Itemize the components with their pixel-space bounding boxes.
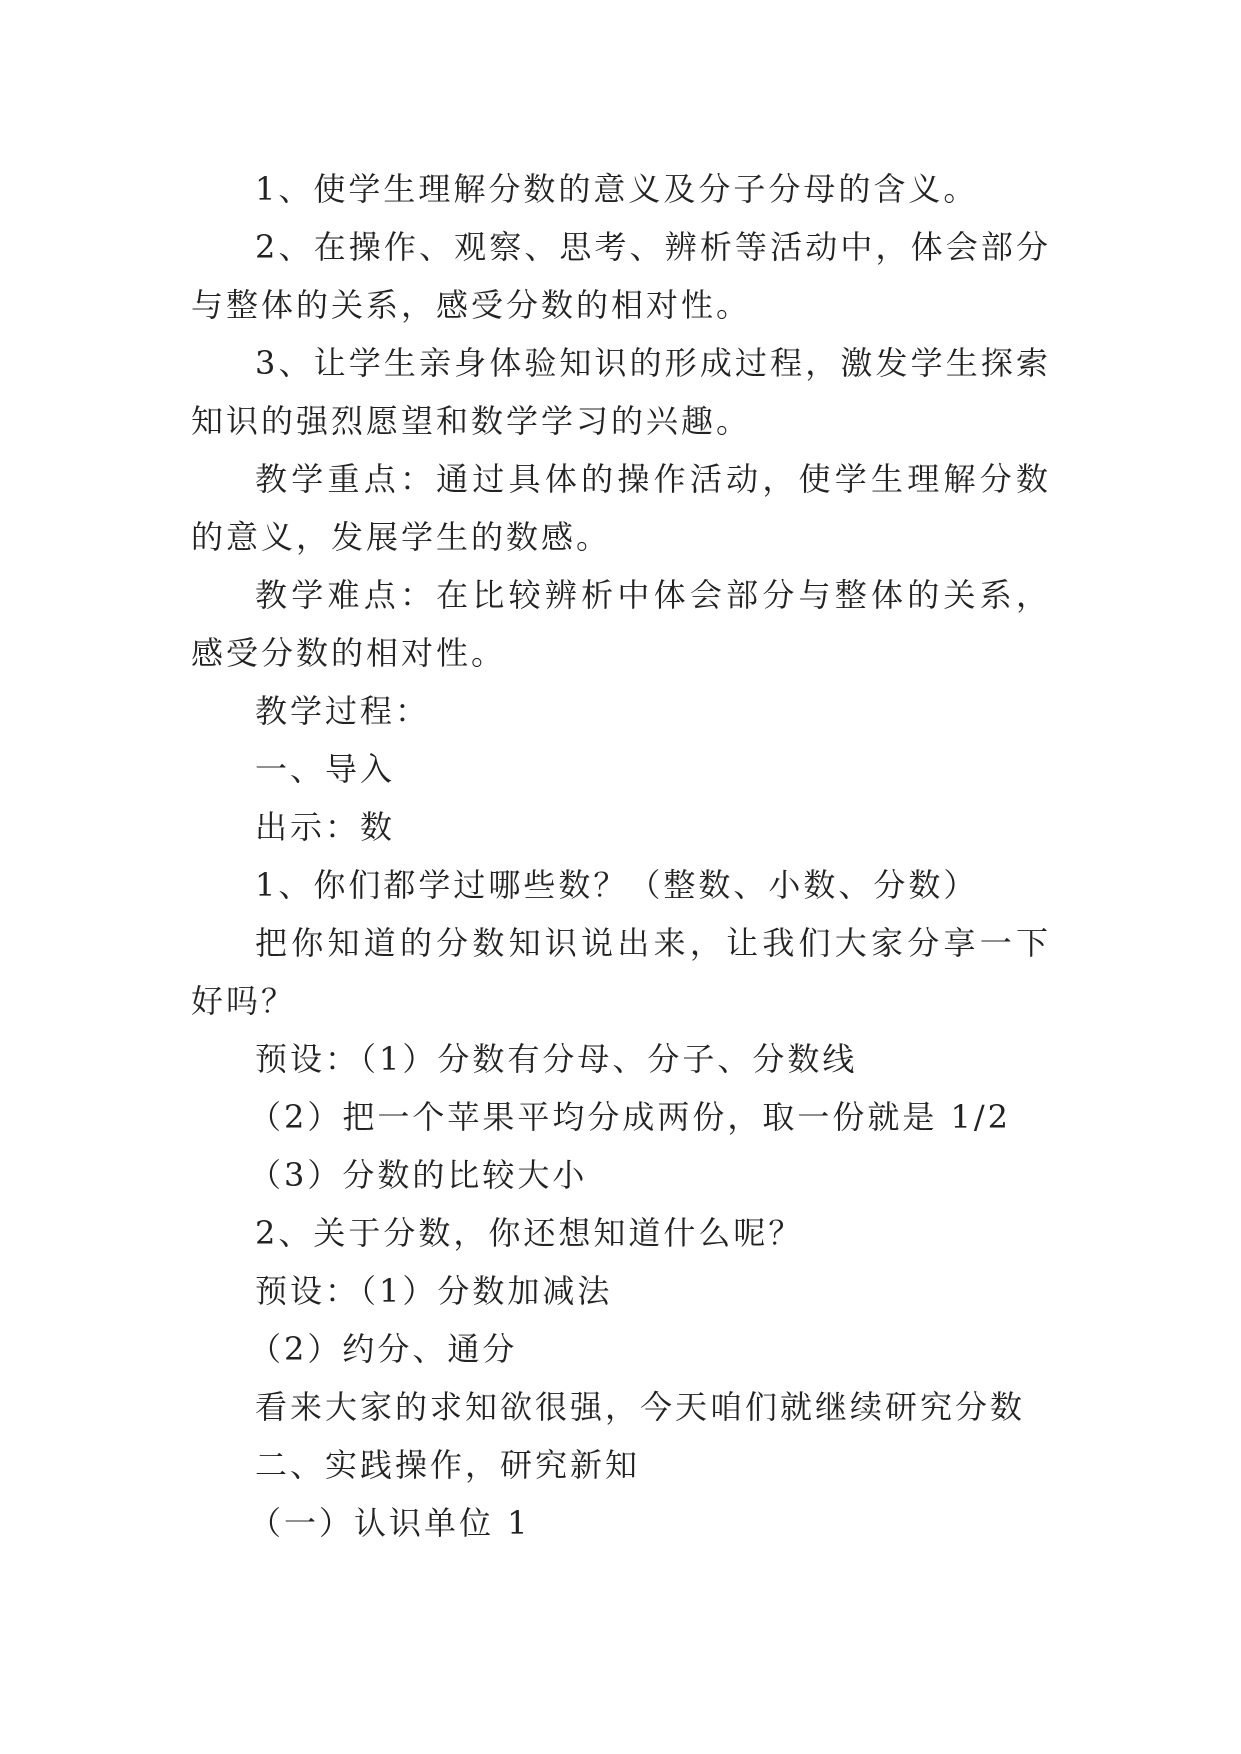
question-1: 1、你们都学过哪些数？（整数、小数、分数） bbox=[255, 866, 979, 904]
document-body bbox=[191, 160, 1051, 1552]
preset-2-item-2: （2）约分、通分 bbox=[249, 1330, 518, 1368]
transition-sentence: 看来大家的求知欲很强，今天咱们就继续研究分数 bbox=[255, 1388, 1026, 1426]
objective-1: 1、使学生理解分数的意义及分子分母的含义。 bbox=[255, 170, 979, 208]
preset-1-item-1: 预设：（1）分数有分母、分子、分数线 bbox=[255, 1040, 858, 1078]
share-prompt: 把你知道的分数知识说出来，让我们大家分享一下好吗？ bbox=[191, 924, 1051, 1020]
teaching-difficulty: 教学难点：在比较辨析中体会部分与整体的关系，感受分数的相对性。 bbox=[191, 576, 1051, 672]
objective-3: 3、让学生亲身体验知识的形成过程，激发学生探索知识的强烈愿望和数学学习的兴趣。 bbox=[191, 344, 1051, 440]
teaching-process-heading: 教学过程： bbox=[255, 692, 431, 730]
preset-1-item-3: （3）分数的比较大小 bbox=[249, 1156, 588, 1194]
show-number: 出示：数 bbox=[255, 808, 396, 846]
objective-2: 2、在操作、观察、思考、辨析等活动中，体会部分与整体的关系，感受分数的相对性。 bbox=[191, 228, 1051, 324]
preset-2-item-1: 预设：（1）分数加减法 bbox=[255, 1272, 613, 1310]
section-practice-heading: 二、实践操作，研究新知 bbox=[255, 1446, 641, 1484]
subsection-unit-one: （一）认识单位 1 bbox=[249, 1504, 531, 1542]
section-intro-heading: 一、导入 bbox=[255, 750, 396, 788]
teaching-focus: 教学重点：通过具体的操作活动，使学生理解分数的意义，发展学生的数感。 bbox=[191, 460, 1051, 556]
preset-1-item-2: （2）把一个苹果平均分成两份，取一份就是 1/2 bbox=[249, 1098, 1012, 1136]
question-2: 2、关于分数，你还想知道什么呢？ bbox=[255, 1214, 804, 1252]
